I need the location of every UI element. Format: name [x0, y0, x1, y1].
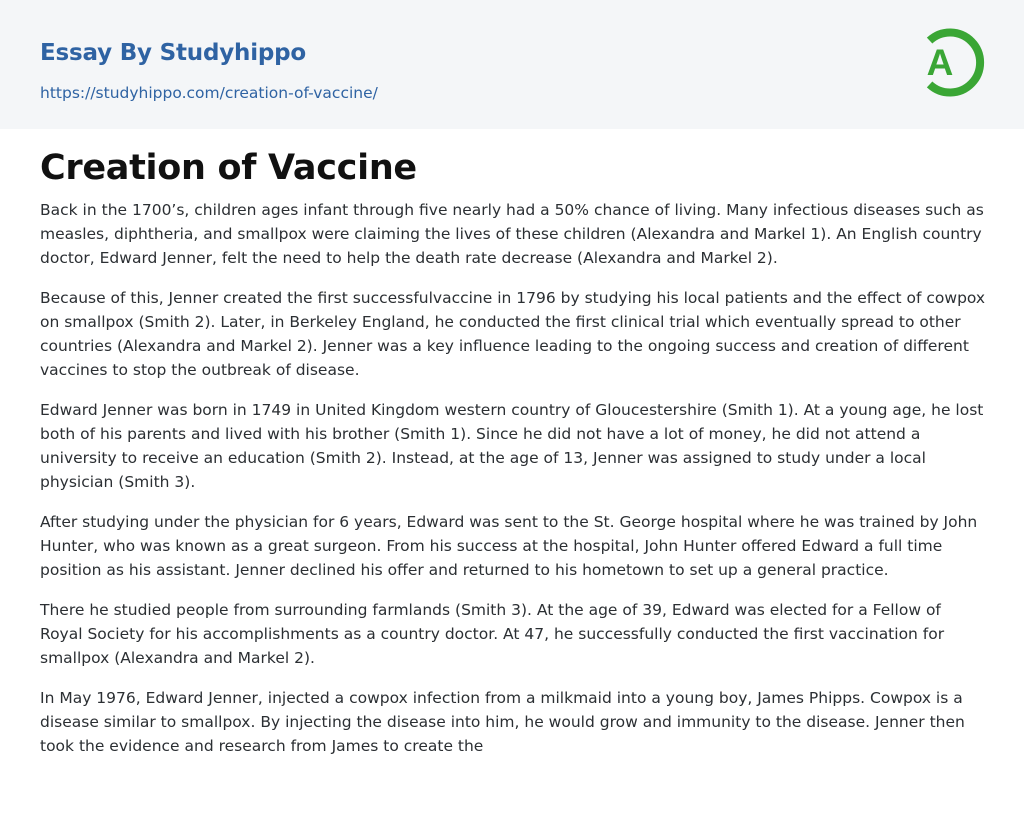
article-paragraph: In May 1976, Edward Jenner, injected a cowpox infection from a milkmaid into a young boy, James Phipps. Cowpox is a disease similar to smallpox. By injecting the disease into him, he would grow and immunity to the disease. Jenner then took the evidence and research from James to create the — [40, 689, 965, 755]
article-paragraph: Edward Jenner was born in 1749 in United Kingdom western country of Gloucestershire (Smith 1). At a young age, he lost both of his parents and lived with his brother (Smith 1). Since he did not have a lot of money, he did not attend a university to receive an education (Smith 2). Instead, at the age of 13, Jenner was assigned to study under a local physician (Smith 3). — [40, 401, 984, 491]
page-title: Creation of Vaccine — [40, 148, 417, 188]
article-body — [40, 146, 986, 758]
logo-letter: A — [926, 42, 954, 83]
article-paragraph: There he studied people from surrounding farmlands (Smith 3). At the age of 39, Edward was elected for a Fellow of Royal Society for his accomplishments as a country doctor. At 47, he successfully conducted the first vaccination for smallpox (Alexandra and Markel 2). — [40, 601, 945, 667]
article-paragraph: After studying under the physician for 6 years, Edward was sent to the St. George hospital where he was trained by John Hunter, who was known as a great surgeon. From his success at the hospital, John Hunter offered Edward a full time position as his assistant. Jenner declined his offer and returned to his hometown to set up a general practice. — [40, 513, 978, 579]
article-paragraph: Back in the 1700’s, children ages infant through five nearly had a 50% chance of living. Many infectious diseases such as measles, diphtheria, and smallpox were claiming the lives of these children (Alexandra and Markel 1). An English country doctor, Edward Jenner, felt the need to help the death rate decrease (Alexandra and Markel 2). — [40, 201, 984, 267]
site-header — [0, 0, 1024, 129]
site-brand[interactable]: Essay By Studyhippo — [40, 40, 307, 66]
studyhippo-logo-icon[interactable] — [912, 20, 986, 105]
page-url-link[interactable]: https://studyhippo.com/creation-of-vaccine/ — [40, 84, 378, 102]
article-paragraph: Because of this, Jenner created the first successfulvaccine in 1796 by studying his local patients and the effect of cowpox on smallpox (Smith 2). Later, in Berkeley England, he conducted the first clinical trial which eventually spread to other countries (Alexandra and Markel 2). Jenner was a key influence leading to the ongoing success and creation of different vaccines to stop the outbreak of disease. — [40, 289, 986, 379]
